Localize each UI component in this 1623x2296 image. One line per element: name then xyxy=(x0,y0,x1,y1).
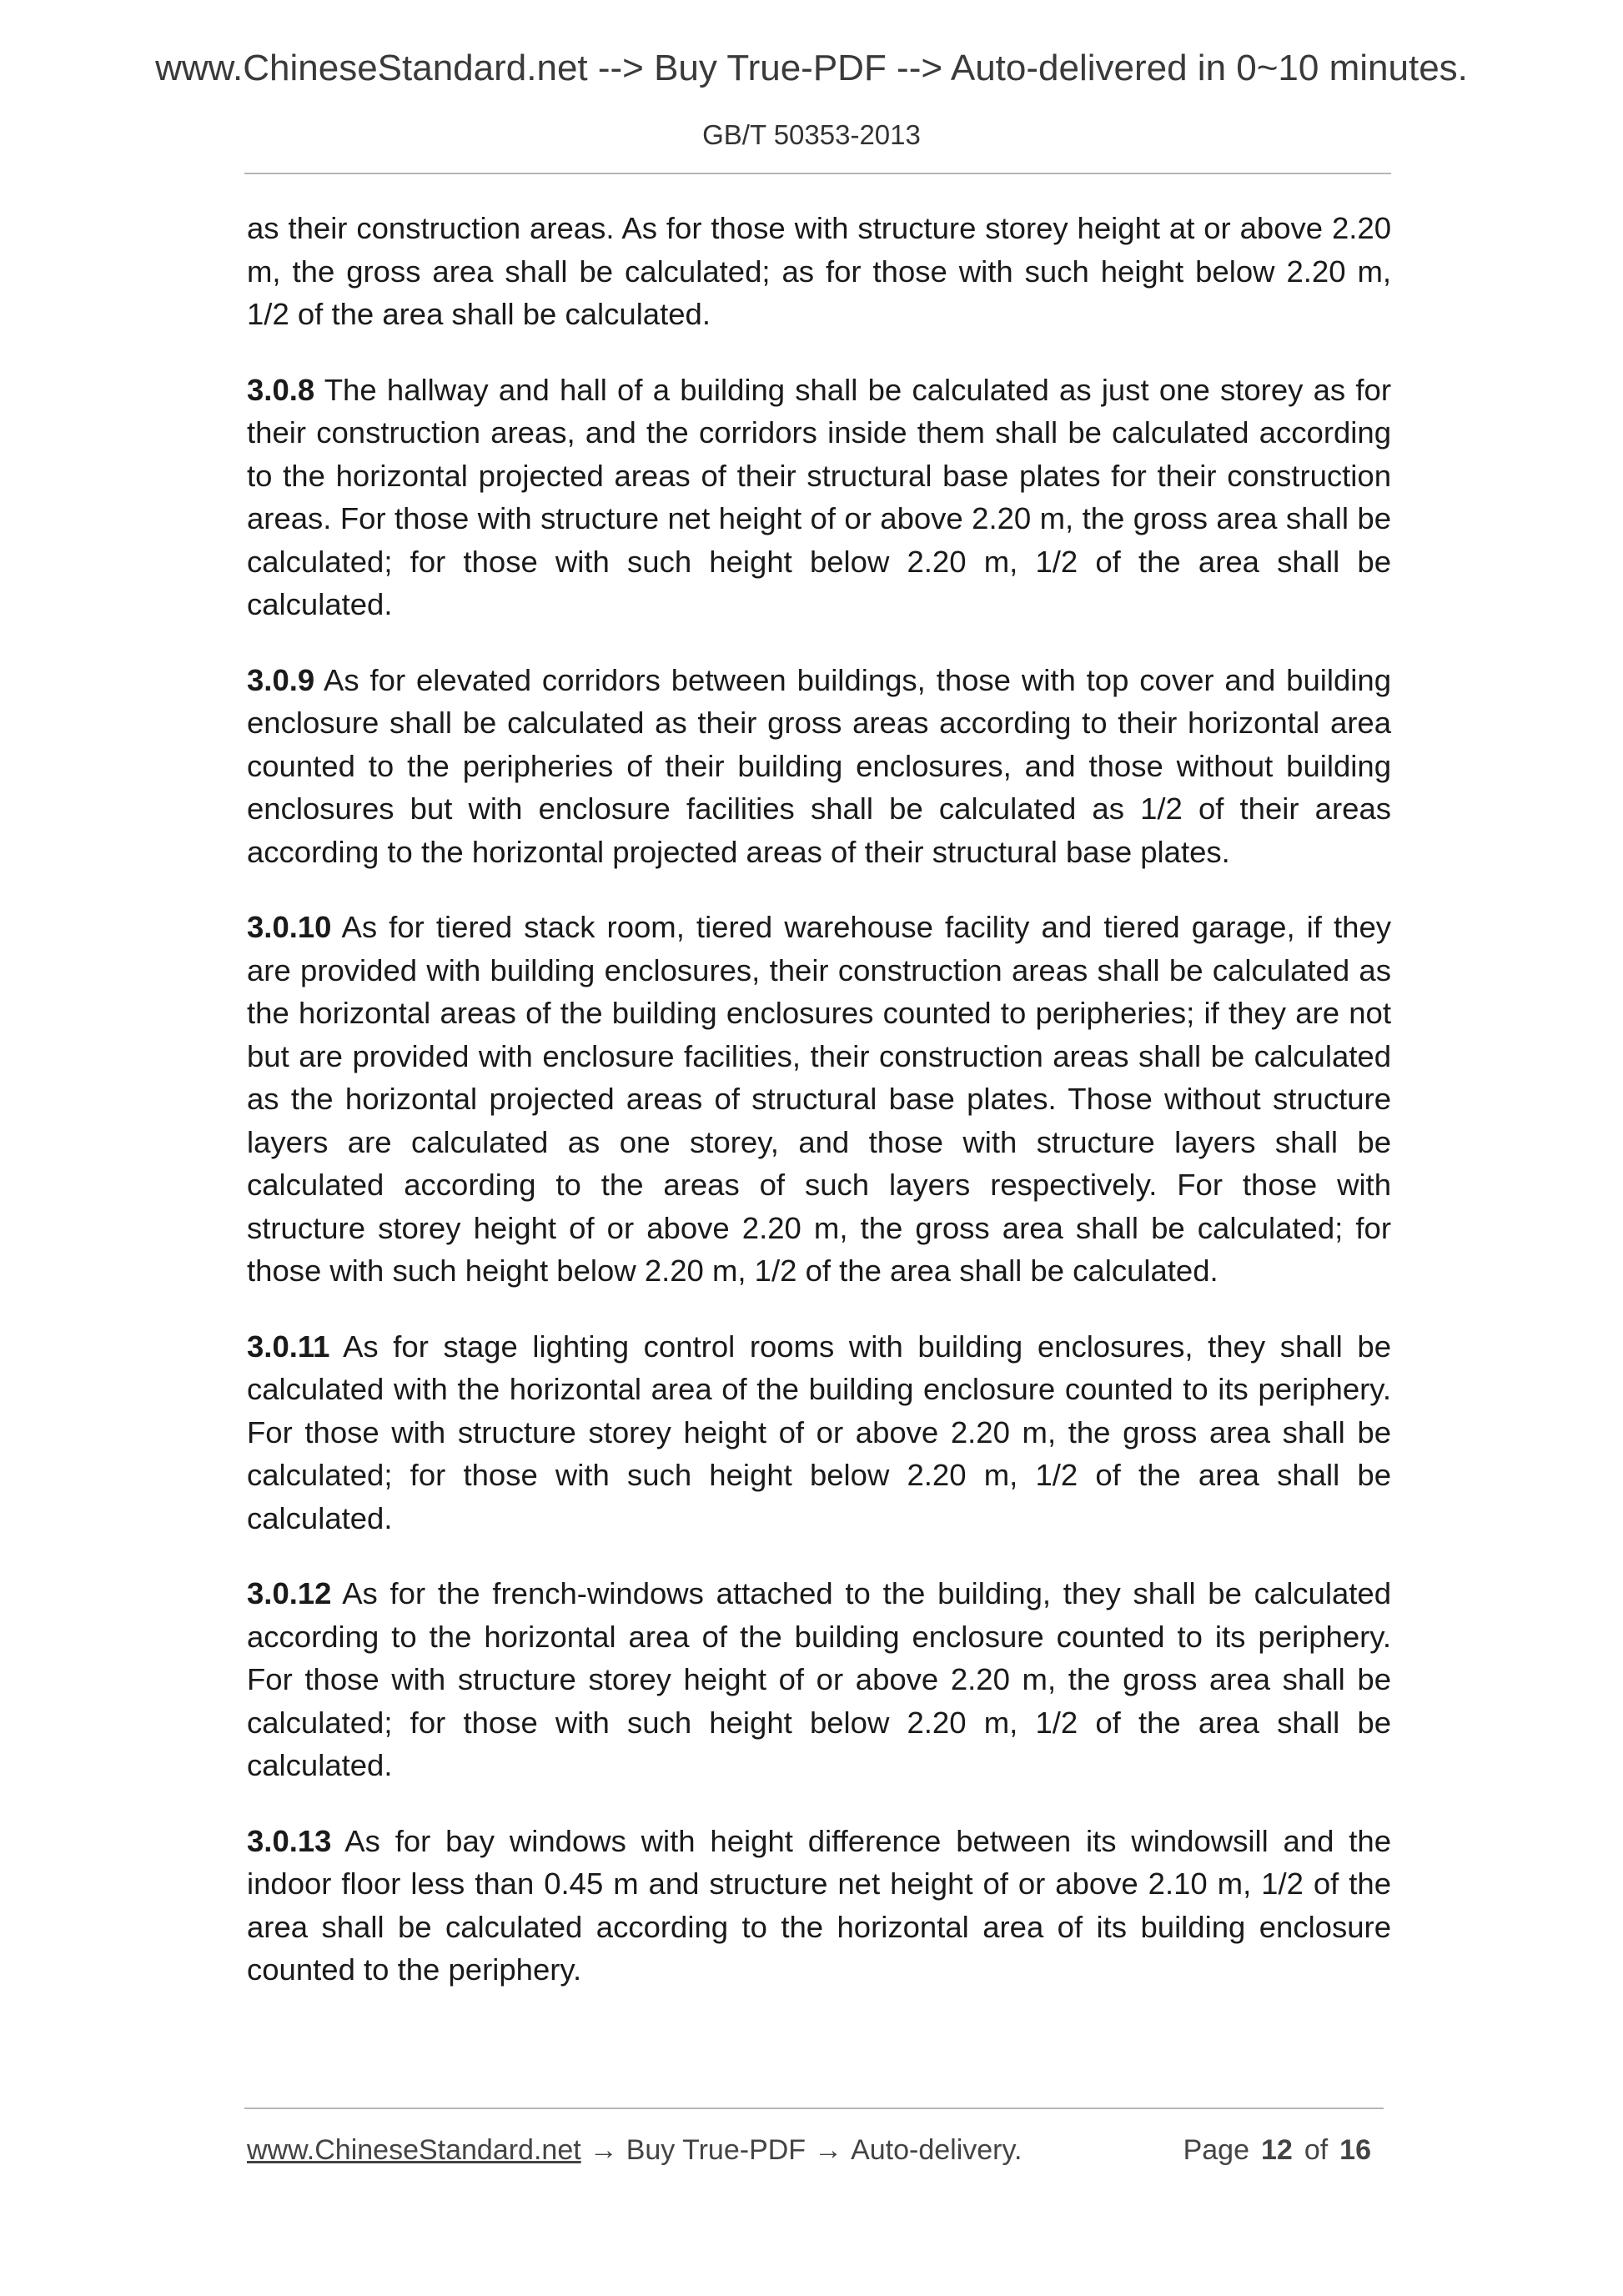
footer-site-link[interactable]: www.ChineseStandard.net xyxy=(247,2134,581,2166)
footer-divider xyxy=(244,2108,1384,2109)
clause-3-0-8 xyxy=(247,369,1391,626)
top-banner: www.ChineseStandard.net --> Buy True-PDF --> Auto-delivered in 0~10 minutes. xyxy=(155,48,1468,88)
clause-3-0-12 xyxy=(247,1572,1391,1787)
page-label: Page xyxy=(1183,2134,1249,2166)
clause-text: As for stage lighting control rooms with building enclosures, they shall be calculated with the horizontal area of the building enclosure counted to its periphery. For those with structure storey height of or above 2.20 m, the gross area shall be calculated; for those with such height below 2.20 m, 1/2 of the area shall be calculated. xyxy=(247,1329,1391,1535)
clause-number: 3.0.12 xyxy=(247,1576,332,1610)
arrow-right-icon: → xyxy=(814,2134,843,2166)
clause-3-0-10 xyxy=(247,906,1391,1293)
arrow-right-icon: → xyxy=(589,2134,618,2166)
clause-number: 3.0.13 xyxy=(247,1823,332,1858)
of-label: of xyxy=(1304,2134,1329,2166)
footer-delivery-text: Auto-delivery. xyxy=(851,2134,1023,2166)
page-indicator xyxy=(1183,2129,1383,2171)
document-code: GB/T 50353-2013 xyxy=(702,119,921,150)
clause-3-0-13 xyxy=(247,1820,1391,1992)
clause-text: The hallway and hall of a building shall be calculated as just one storey as for their construction areas, and the corridors inside them shall be calculated according to the horizontal projected areas of their structural base plates for their construction areas. For those with structure net height of or above 2.20 m, the gross area shall be calculated; for those with such height below 2.20 m, 1/2 of the area shall be calculated. xyxy=(247,372,1391,621)
clause-text: As for tiered stack room, tiered warehouse facility and tiered garage, if they are provided with building enclosures, their construction areas shall be calculated as the horizontal areas of the building enclosures counted to peripheries; if they are not but are provided with enclosure facilities, their construction areas shall be calculated as the horizontal projected areas of structural base plates. Those without structure layers are calculated as one storey, and those with structure layers shall be calculated according to the areas of such layers respectively. For those with structure storey height of or above 2.20 m, the gross area shall be calculated; for those with such height below 2.20 m, 1/2 of the area shall be calculated. xyxy=(247,910,1391,1288)
clause-number: 3.0.9 xyxy=(247,662,315,697)
footer-promo xyxy=(247,2129,1022,2171)
clause-3-0-11 xyxy=(247,1325,1391,1540)
clause-number: 3.0.10 xyxy=(247,910,332,944)
page-current: 12 xyxy=(1260,2134,1293,2166)
page-total: 16 xyxy=(1339,2134,1371,2166)
clause-number: 3.0.11 xyxy=(247,1329,330,1364)
clause-text: As for elevated corridors between buildings, those with top cover and building enclosure shall be calculated as their gross areas according to their horizontal area counted to the peripheries of their building enclosures, and those without building enclosures but with enclosure facilities shall be calculated as 1/2 of their areas according to the horizontal projected areas of their structural base plates. xyxy=(247,662,1391,869)
paragraph-text: as their construction areas. As for those with structure storey height at or above 2.20 m, the gross area shall be calculated; as for those with such height below 2.20 m, 1/2 of the area shall be calculated. xyxy=(247,211,1391,331)
clause-text: As for the french-windows attached to the building, they shall be calculated according to the horizontal area of the building enclosure counted to its periphery. For those with structure storey height of or above 2.20 m, the gross area shall be calculated; for those with such height below 2.20 m, 1/2 of the area shall be calculated. xyxy=(247,1576,1391,1782)
clause-3-0-9 xyxy=(247,659,1391,874)
clause-number: 3.0.8 xyxy=(247,372,315,407)
document-body xyxy=(247,207,1391,2024)
header-divider xyxy=(244,173,1391,174)
clause-text: As for bay windows with height difference between its windowsill and the indoor floor less than 0.45 m and structure net height of or above 2.10 m, 1/2 of the area shall be calculated according to the horizontal area of its building enclosure counted to the periphery. xyxy=(247,1823,1391,1987)
paragraph-continuation xyxy=(247,207,1391,336)
footer-buy-text: Buy True-PDF xyxy=(626,2134,806,2166)
page-footer xyxy=(247,2129,1383,2171)
